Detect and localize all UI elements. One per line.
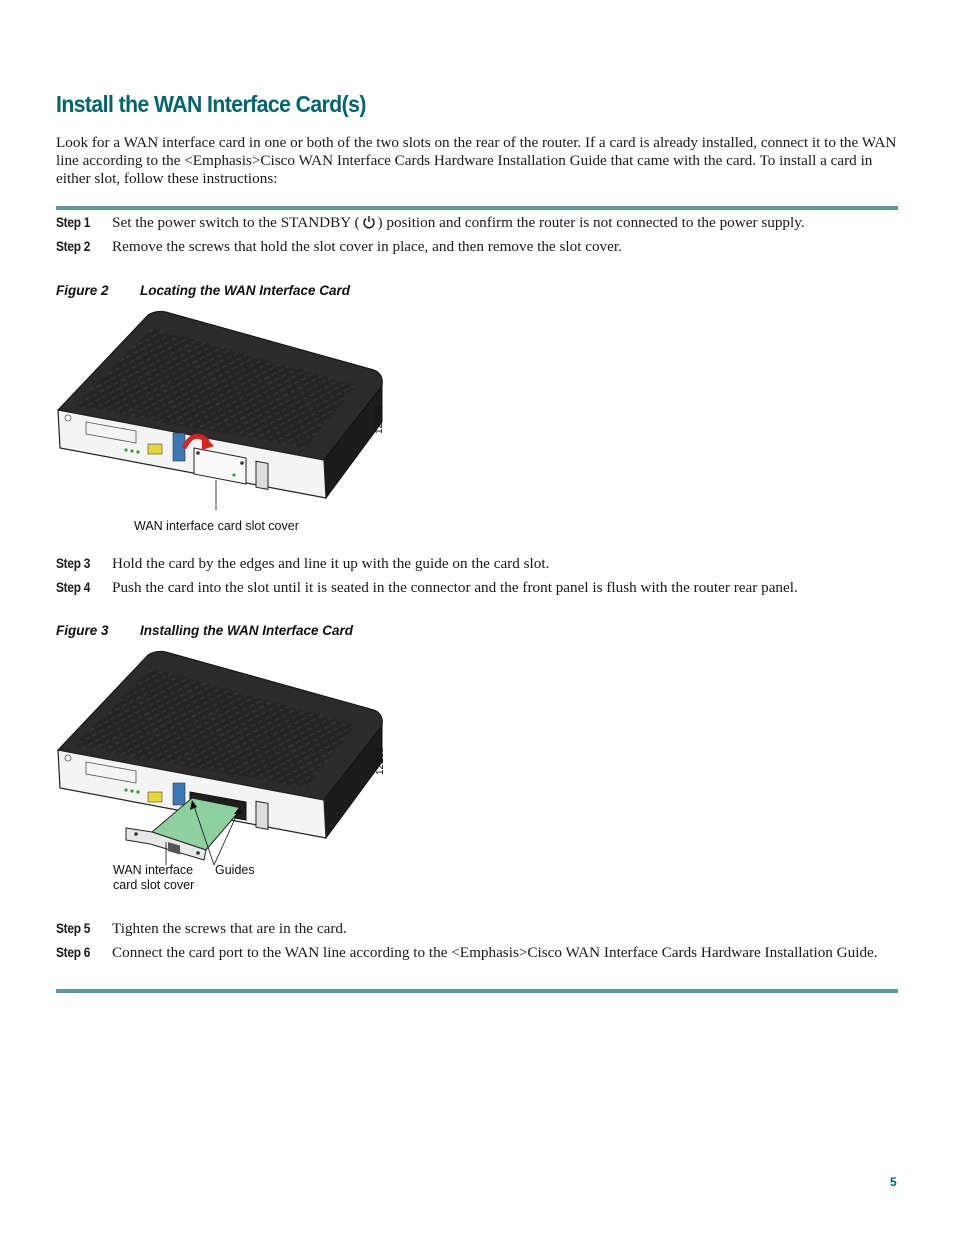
figure-id: 12235: [375, 747, 386, 775]
step-label: Step 6: [56, 945, 91, 960]
callout-slot-cover: WAN interface card slot cover: [134, 519, 299, 533]
step-label: Step 1: [56, 215, 91, 230]
figure-title: Installing the WAN Interface Card: [140, 623, 354, 638]
step-text: [112, 214, 898, 232]
step-text: Connect the card port to the WAN line according to the <Emphasis>Cisco WAN Interface Cards Hardware Installation Guide.: [112, 944, 878, 961]
figure-3-caption: [56, 623, 353, 638]
intro-paragraph: Look for a WAN interface card in one or both of the two slots on the rear of the router. If a card is already installed, connect it to the WAN line according to the <Emphasis>Cisco WAN Interface Cards Hardware Installation Guide that came with the card. To install a card in either slot, follow these instructions:: [56, 134, 897, 187]
page-title: Install the WAN Interface Card(s): [56, 91, 366, 117]
router-slot-cover-drawing: [56, 310, 396, 510]
page-number: 5: [890, 1175, 897, 1189]
step-text-part: ) position and confirm the router is not connected to the power supply.: [377, 214, 805, 231]
callout-guides: Guides: [215, 863, 255, 877]
step-label: Step 3: [56, 556, 91, 571]
step-text: Tighten the screws that are in the card.: [112, 920, 347, 937]
figure-2-caption: [56, 283, 350, 298]
figure-id: 12234: [374, 406, 385, 434]
step-label: Step 2: [56, 239, 91, 254]
router-card-install-drawing: [56, 650, 396, 865]
figure-number: Figure 2: [56, 283, 109, 298]
step-label: Step 4: [56, 580, 91, 595]
power-standby-icon: [362, 215, 376, 229]
figure-3-illustration: [56, 650, 396, 895]
section-rule-top: [56, 206, 898, 210]
step-text-part: Set the power switch to the STANDBY (: [112, 214, 360, 231]
callout-slot-cover: WAN interface card slot cover: [113, 863, 195, 892]
figure-title: Locating the WAN Interface Card: [140, 283, 351, 298]
step-text: Remove the screws that hold the slot cover in place, and then remove the slot cover.: [112, 238, 622, 255]
step-text: Hold the card by the edges and line it up with the guide on the card slot.: [112, 555, 550, 572]
step-label: Step 5: [56, 921, 91, 936]
step-text: Push the card into the slot until it is seated in the connector and the front panel is flush with the router rear panel.: [112, 579, 798, 596]
figure-2-illustration: [56, 310, 396, 540]
section-rule-bottom: [56, 989, 898, 993]
figure-number: Figure 3: [56, 623, 109, 638]
